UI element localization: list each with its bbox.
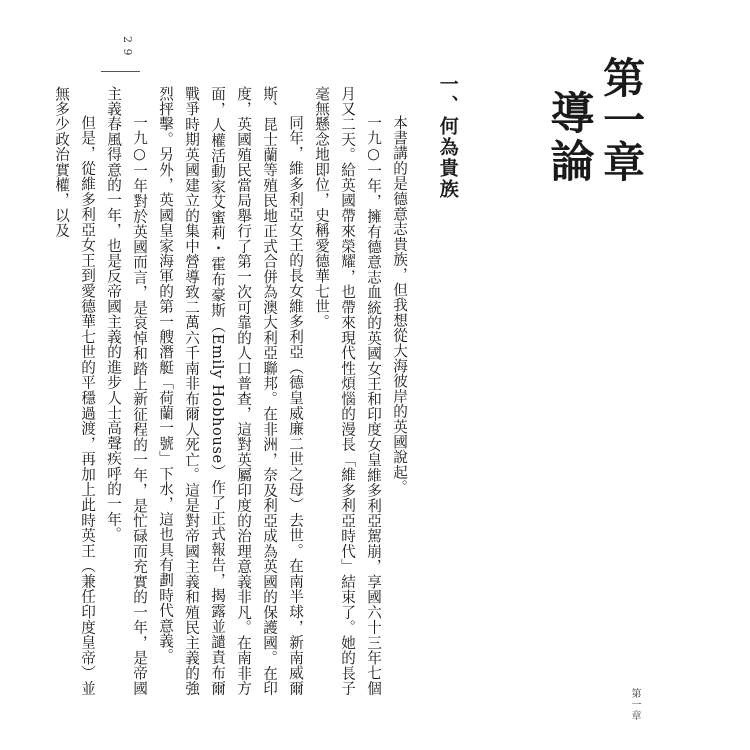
paragraph: 一九○一年，擁有德意志血統的英國女王和印度女皇維多利亞駕崩，享國六十三年七個月又二天。給英國帶來榮耀，也帶來現代性煩惱的漫長「維多利亞時代」結束了。她的長子毫無懸念地即位，史稱愛德華七世。 bbox=[313, 86, 382, 696]
section-heading: 一、何為貴族 bbox=[436, 74, 459, 200]
paragraph: 一九○一年對於英國而言，是哀悼和踏上新征程的一年，是忙碌而充實的一年，是帝國主義春風得意的一年，也是反帝國主義的進步人士高聲疾呼的一年。 bbox=[105, 86, 148, 696]
paragraph: 同年，維多利亞女王的長女維多利亞（德皇威廉二世之母）去世。在南半球，新南威爾斯、昆士蘭等殖民地正式合併為澳大利亞聯邦。在非洲，奈及利亞成為英國的保護國。在印度，英國殖民當局舉行了第一次可靠的人口普查，這對英屬印度的治理意義非凡。在南非方面，人權活動家艾蜜莉・霍布豪斯（Emily Hobhouse）作了正式報告，揭露並譴責布爾戰爭時期英國建立的集中營導致二萬六千南非布爾人死亡。這是對帝國主義和殖民主義的強烈抨擊。另外，英國皇家海軍的第一艘潛艇「荷蘭一號」下水，這也具有劃時代意義。 bbox=[157, 86, 304, 696]
running-footer: 第一章 bbox=[629, 688, 640, 721]
page-number: 2 9 bbox=[121, 36, 134, 57]
header-rule bbox=[101, 71, 140, 72]
paragraph: 但是，從維多利亞女王到愛德華七世的平穩過渡，再加上此時英王（兼任印度皇帝）並無多少政治實權，以及 bbox=[53, 86, 96, 696]
chapter-number: 第一章 bbox=[597, 56, 647, 182]
paragraph: 本書講的是德意志貴族，但我想從大海彼岸的英國說起。 bbox=[391, 115, 408, 496]
chapter-title: 導論 bbox=[542, 90, 594, 186]
body-text bbox=[48, 86, 412, 696]
